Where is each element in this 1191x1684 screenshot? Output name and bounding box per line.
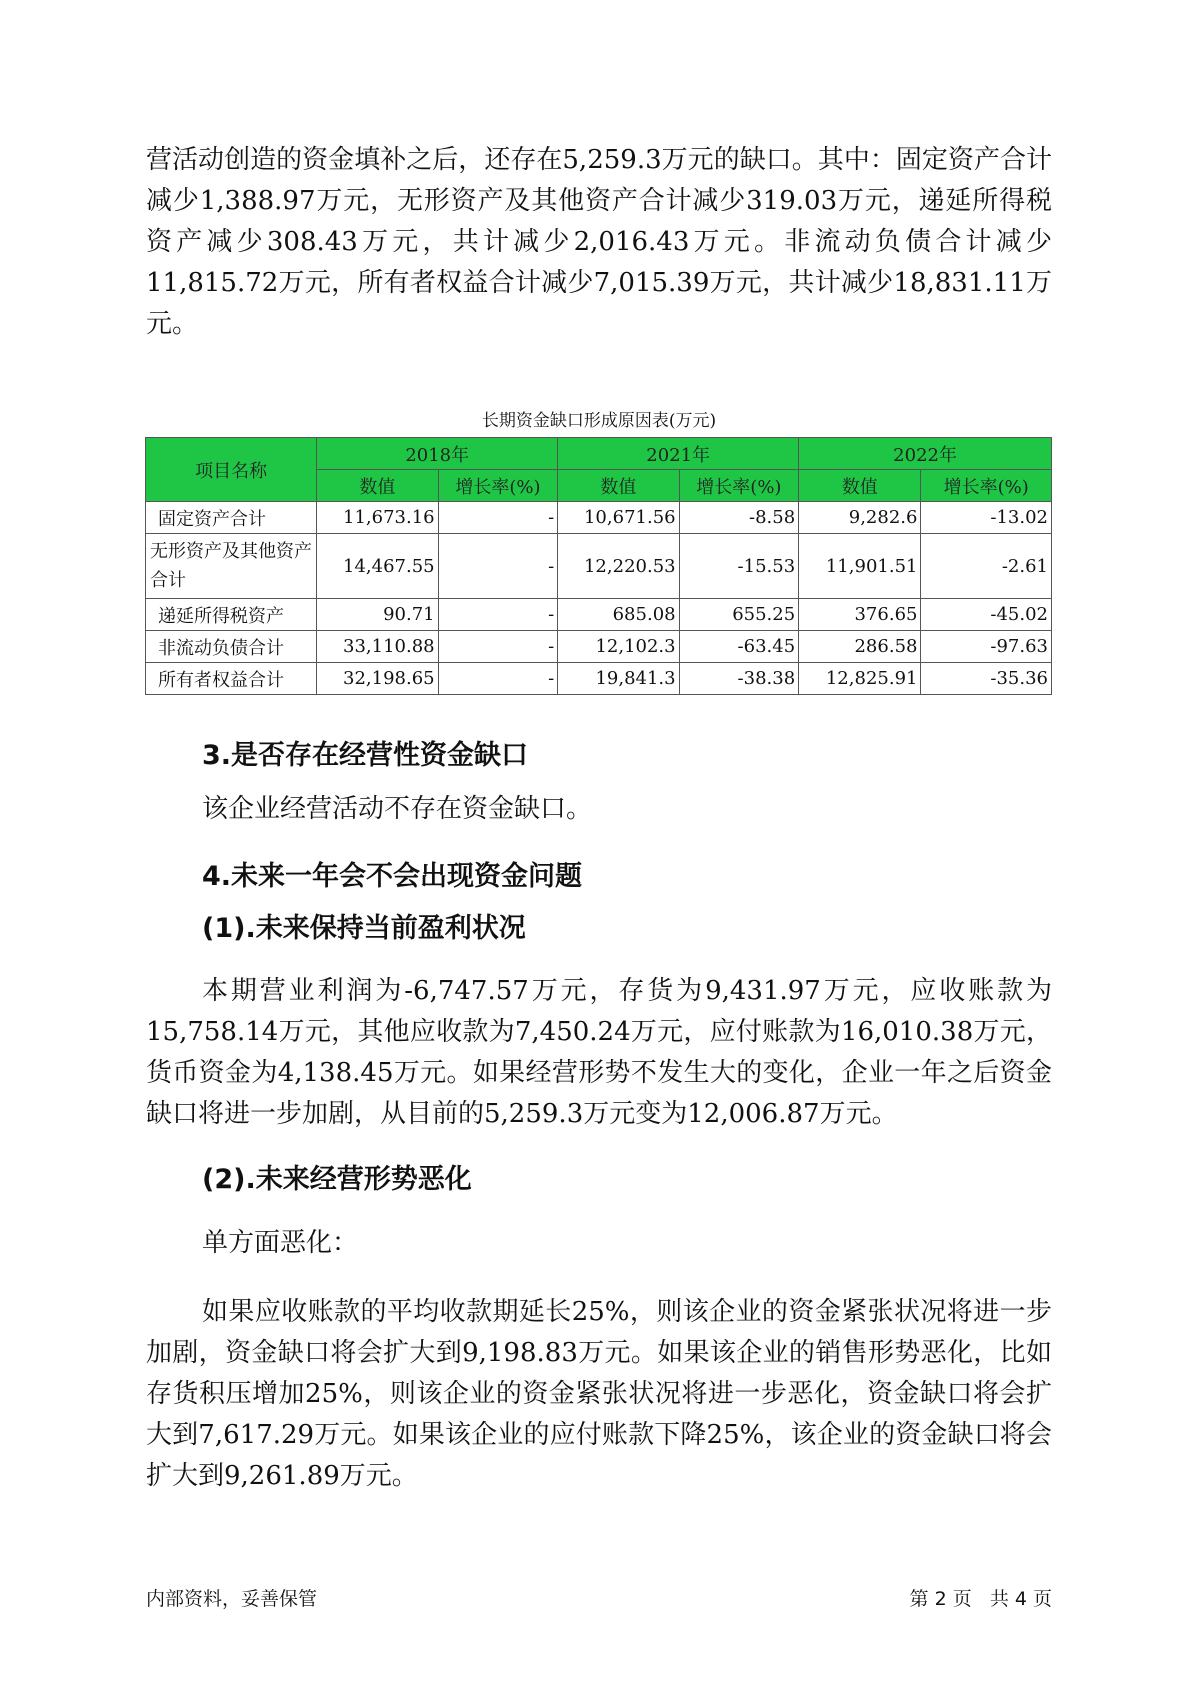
rate-cell: -38.38 [679,663,799,695]
funding-gap-table [145,437,1052,695]
value-cell: 33,110.88 [317,631,438,663]
table-row [146,534,1052,599]
table-row [146,599,1052,631]
rate-cell: - [438,534,558,599]
row-name: 所有者权益合计 [146,663,317,695]
value-cell: 90.71 [317,599,438,631]
intro-paragraph: 营活动创造的资金填补之后，还存在5,259.3万元的缺口。其中：固定资产合计减少1,388.97万元，无形资产及其他资产合计减少319.03万元，递延所得税资产减少308.43万元，共计减少2,016.43万元。非流动负债合计减少11,815.72万元，所有者权益合计减少7,015.39万元，共计减少18,831.11万元。 [146,145,1052,339]
rate-cell: -97.63 [921,631,1052,663]
rate-cell: -8.58 [679,502,799,534]
footer-page-number: 第 2 页 共 4 页 [909,1588,1052,1610]
year-header: 2022年 [799,438,1052,470]
rate-header: 增长率(%) [438,470,558,502]
row-name: 非流动负债合计 [146,631,317,663]
table-caption: 长期资金缺口形成原因表(万元) [481,411,717,431]
section-paragraph: 本期营业利润为-6,747.57万元，存货为9,431.97万元，应收账款为15,758.14万元，其他应收款为7,450.24万元，应付账款为16,010.38万元，货币资金为4,138.45万元。如果经营形势不发生大的变化，企业一年之后资金缺口将进一步加剧，从目前的5,259.3万元变为12,006.87万元。 [146,976,1052,1129]
table-header-row [146,438,1052,470]
value-cell: 11,673.16 [317,502,438,534]
value-cell: 685.08 [558,599,679,631]
rate-cell: -45.02 [921,599,1052,631]
item-name-header: 项目名称 [146,438,317,502]
footer-confidential-note: 内部资料，妥善保管 [146,1588,318,1610]
value-cell: 12,825.91 [799,663,921,695]
rate-cell: - [438,631,558,663]
rate-cell: -63.45 [679,631,799,663]
rate-cell: - [438,502,558,534]
value-cell: 12,220.53 [558,534,679,599]
rate-cell: - [438,663,558,695]
table-row [146,631,1052,663]
value-cell: 12,102.3 [558,631,679,663]
rate-cell: -15.53 [679,534,799,599]
value-header: 数值 [799,470,921,502]
value-cell: 14,467.55 [317,534,438,599]
value-cell: 10,671.56 [558,502,679,534]
year-header: 2021年 [558,438,799,470]
section-heading: 4.未来一年会不会出现资金问题 [202,861,583,892]
value-cell: 9,282.6 [799,502,921,534]
row-name: 递延所得税资产 [146,599,317,631]
value-header: 数值 [558,470,679,502]
subsection-heading: (1).未来保持当前盈利状况 [202,913,526,944]
rate-header: 增长率(%) [921,470,1052,502]
section-paragraph: 单方面恶化： [202,1228,359,1258]
table-row [146,502,1052,534]
section-heading: 3.是否存在经营性资金缺口 [202,740,529,771]
value-cell: 19,841.3 [558,663,679,695]
rate-header: 增长率(%) [679,470,799,502]
value-cell: 286.58 [799,631,921,663]
section-paragraph: 如果应收账款的平均收款期延长25%，则该企业的资金紧张状况将进一步加剧，资金缺口将会扩大到9,198.83万元。如果该企业的销售形势恶化，比如存货积压增加25%，则该企业的资金紧张状况将进一步恶化，资金缺口将会扩大到7,617.29万元。如果该企业的应付账款下降25%，该企业的资金缺口将会扩大到9,261.89万元。 [146,1297,1052,1491]
year-header: 2018年 [317,438,558,470]
table-row [146,663,1052,695]
rate-cell: -35.36 [921,663,1052,695]
rate-cell: 655.25 [679,599,799,631]
row-name: 固定资产合计 [146,502,317,534]
value-cell: 32,198.65 [317,663,438,695]
value-cell: 11,901.51 [799,534,921,599]
rate-cell: - [438,599,558,631]
rate-cell: -2.61 [921,534,1052,599]
subsection-heading: (2).未来经营形势恶化 [202,1164,472,1195]
rate-cell: -13.02 [921,502,1052,534]
row-name: 无形资产及其他资产合计 [146,534,317,599]
section-paragraph: 该企业经营活动不存在资金缺口。 [202,794,593,824]
value-header: 数值 [317,470,438,502]
value-cell: 376.65 [799,599,921,631]
